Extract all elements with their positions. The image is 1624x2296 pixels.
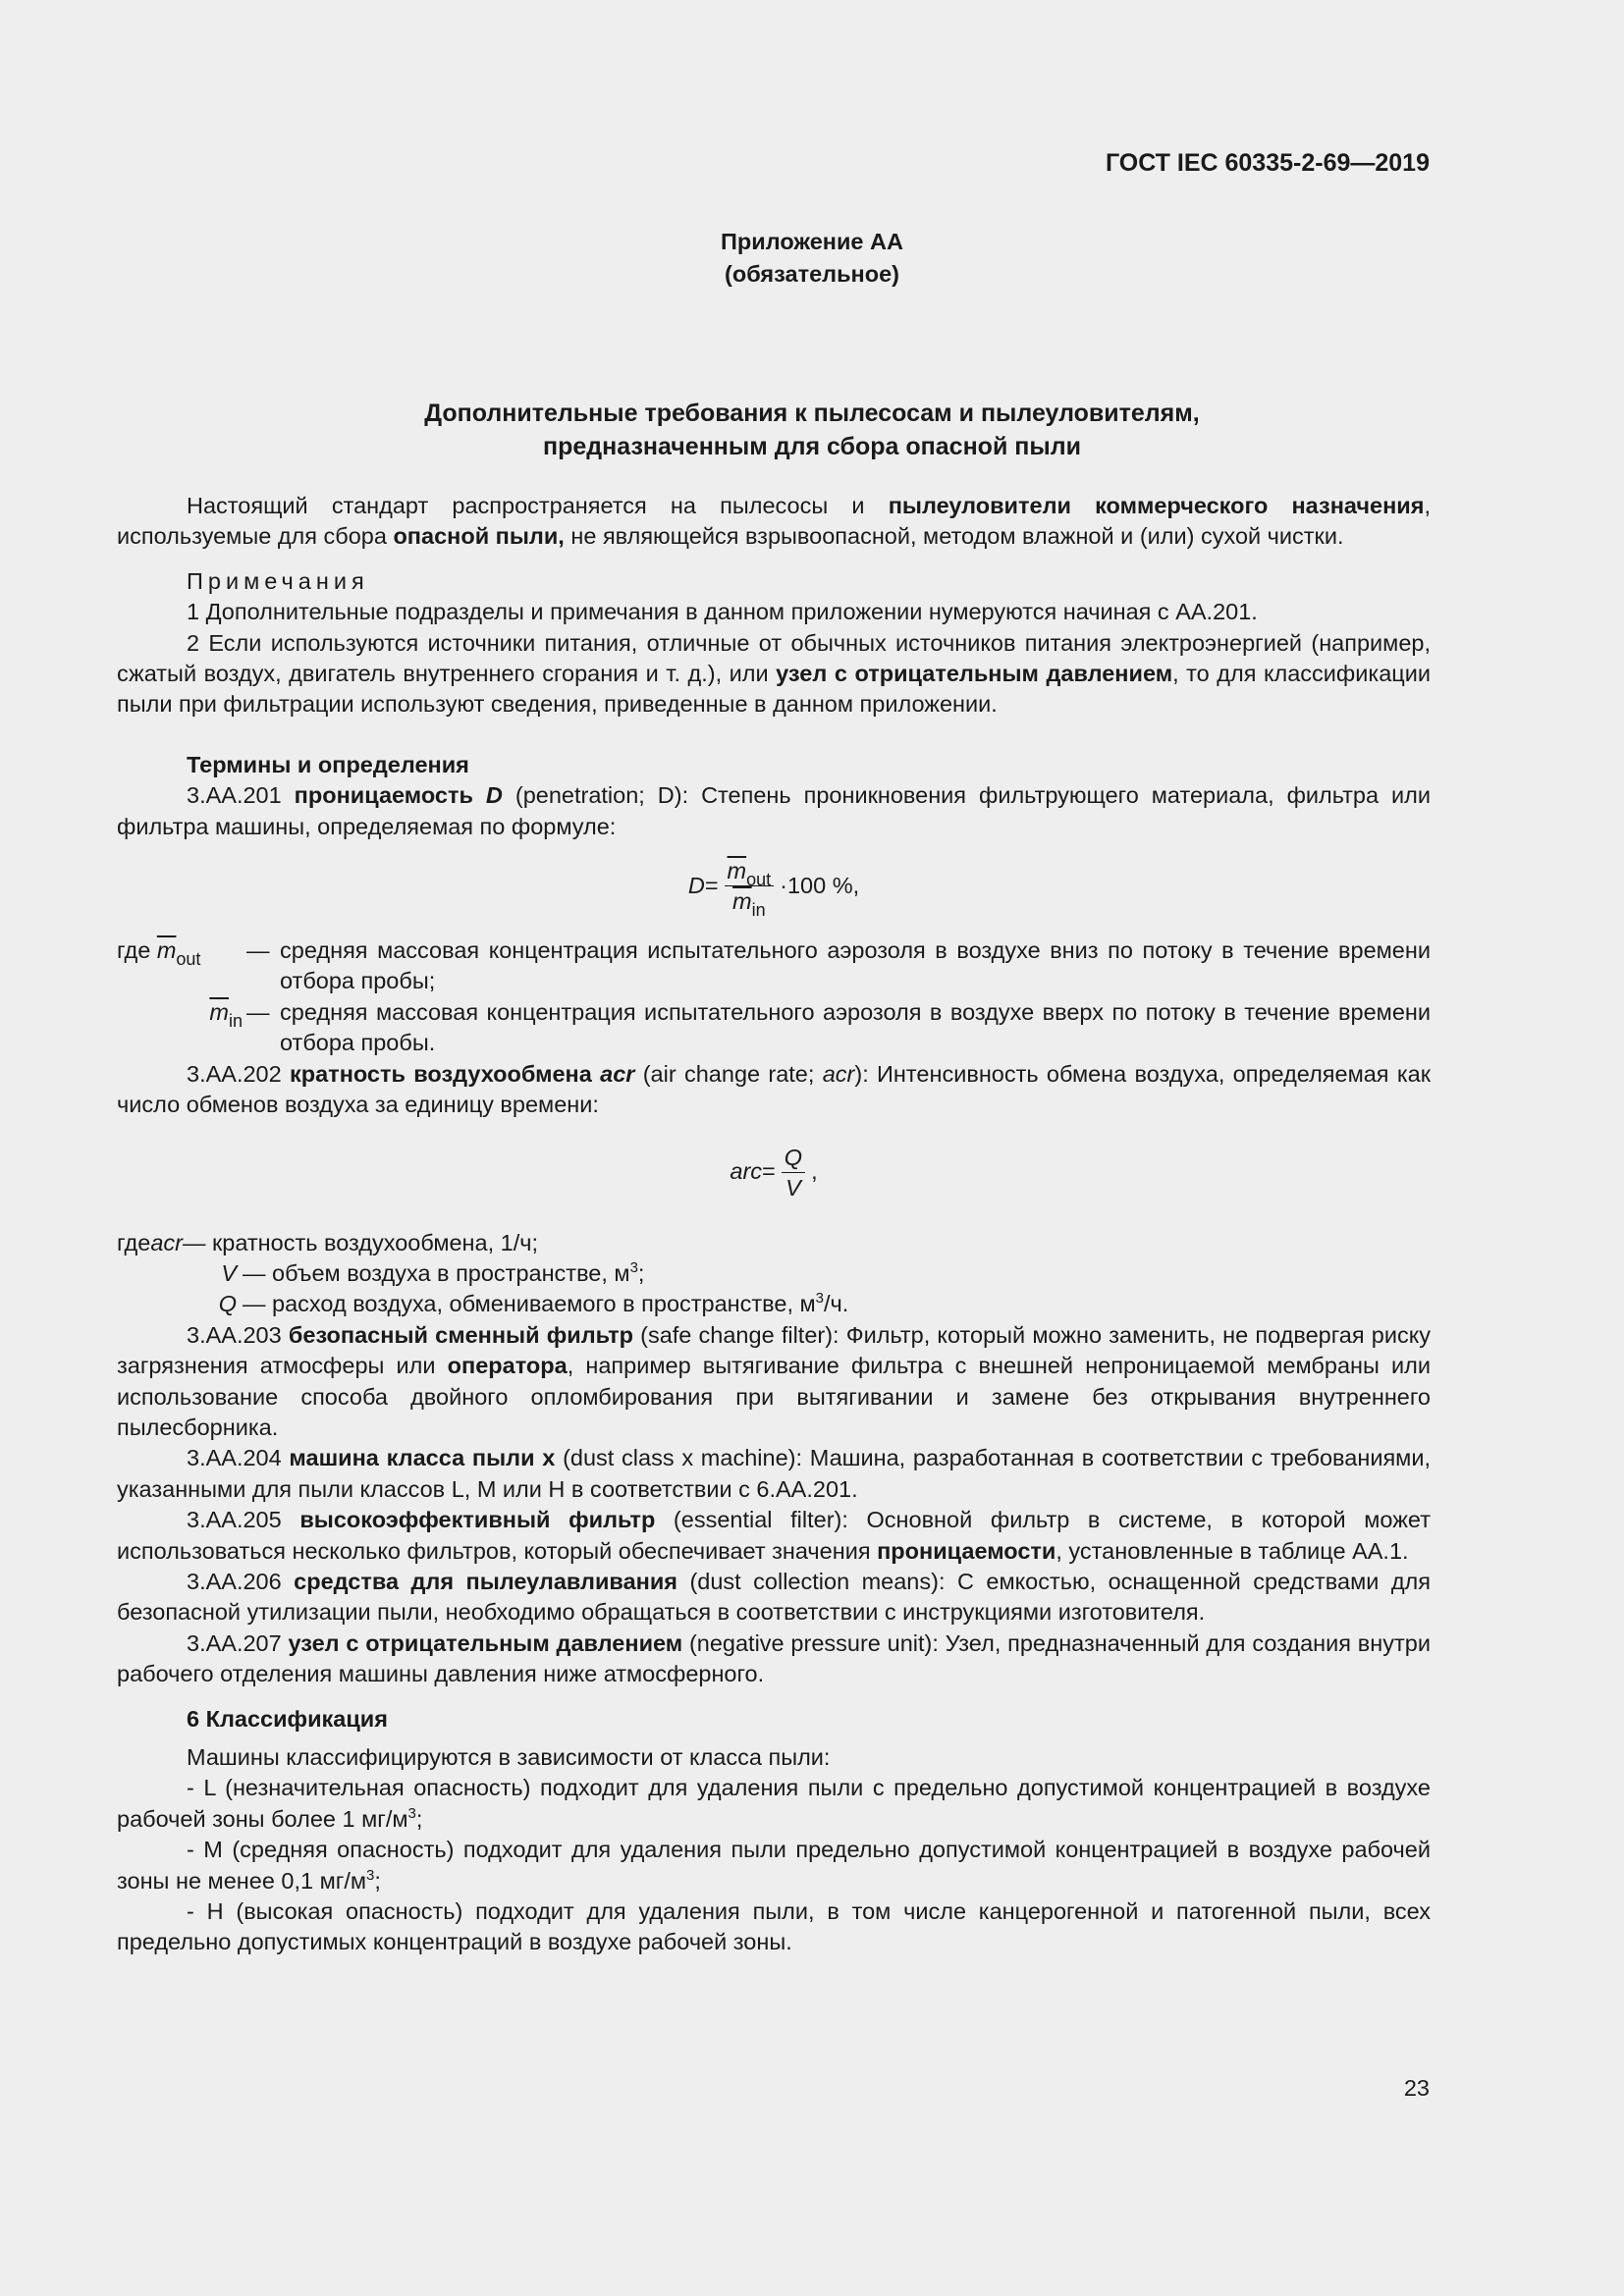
page-number: 23 xyxy=(1403,2075,1430,2101)
formula-fraction: $\frac{Q}{V}$ xyxy=(782,1143,805,1202)
annex-label: Приложение АА xyxy=(721,229,903,254)
where-q: Q — расход воздуха, обмениваемого в пространстве, $м^3/ч$. xyxy=(218,1290,849,1317)
annex-title-line2: предназначенным для сбора опасной пыли xyxy=(543,433,1081,460)
terms-heading: Термины и определения xyxy=(187,751,469,777)
intro-paragraph: Настоящий стандарт распространяется на пылесосы и пылеуловители коммерческого назначения, используемые для сбора опасной пыли, не являющейся взрывоопасной, методом влажной и (или) сухой чистки. xyxy=(117,493,1431,550)
class-h-item: - H (высокая опасность) подходит для удаления пыли, в том числе канцерогенной и патогенной пыли, всех предельно допустимых концентраций в воздухе рабочей зоны. xyxy=(117,1898,1431,1955)
definition-205: 3.АА.205 высокоэффективный фильтр (essential filter): Основной фильтр в системе, в которой может использоваться несколько фильтров, который обеспечивает значения проницаемости, установленные в таблице АА.1. xyxy=(117,1507,1431,1564)
classification-heading: 6 Классификация xyxy=(187,1705,388,1732)
definition-204: 3.АА.204 машина класса пыли x (dust class x machine): Машина, разработанная в соответствии с требованиями, указанными для пыли классов L, M или H в соответствии с 6.АА.201. xyxy=(117,1445,1431,1502)
where-m-out: где $\overline{m}_{out}$ — средняя массовая концентрация испытательного аэрозоля в воздухе вниз по потоку в течение времени отбора пробы; xyxy=(117,937,1431,994)
where-acr: где acr — кратность воздухообмена, 1/ч; xyxy=(117,1229,539,1255)
document-body xyxy=(117,491,1431,1958)
annex-status: (обязательное) xyxy=(725,261,899,287)
definition-202: 3.АА.202 кратность воздухообмена acr (air change rate; acr): Интенсивность обмена воздуха, определяемая как число обменов воздуха за единицу времени: xyxy=(117,1060,1431,1118)
notes-heading: Примечания xyxy=(187,567,369,594)
air-change-formula: arc = $\frac{Q}{V}$ , xyxy=(730,1144,818,1201)
note-2: 2 Если используются источники питания, отличные от обычных источников питания электроэнергией (например, сжатый воздух, двигатель внутреннего сгорания и т. д.), или узел с отрицательным давлением, то для классификации пыли при фильтрации используют сведения, приведенные в данном приложении. xyxy=(117,629,1431,718)
class-l-item: - L (незначительная опасность) подходит для удаления пыли с предельно допустимой концентрацией в воздухе рабочей зоны более 1 $мг/м^3$; xyxy=(117,1775,1431,1832)
annex-title xyxy=(0,397,1624,463)
definition-207: 3.АА.207 узел с отрицательным давлением (negative pressure unit): Узел, предназначенный для создания внутри рабочего отделения машины давления ниже атмосферного. xyxy=(117,1629,1431,1687)
annex-title-line1: Дополнительные требования к пылесосам и пылеуловителям, xyxy=(424,400,1200,427)
definition-201: 3.АА.201 проницаемость D (penetration; D): Степень проникновения фильтрующего материала, фильтра или фильтра машины, определяемая по формуле: xyxy=(117,782,1432,839)
formula-fraction: $\frac{\overline{m}_{out}}{\overline{m}_{in}}$ xyxy=(725,856,775,916)
annex-heading xyxy=(0,226,1624,291)
note-1: 1 Дополнительные подразделы и примечания в данном приложении нумеруются начиная с АА.201. xyxy=(187,599,1258,625)
definition-206: 3.АА.206 средства для пылеулавливания (dust collection means): С емкостью, оснащенной средствами для безопасной утилизации пыли, необходимо обращаться в соответствии с инструкциями изготовителя. xyxy=(117,1568,1431,1626)
definition-203: 3.АА.203 безопасный сменный фильтр (safe change filter): Фильтр, который можно заменить, не подвергая риску загрязнения атмосферы или оператора, например вытягивание фильтра с внешней непроницаемой мембраны или использование способа двойного опломбирования при вытягивании и замене без открывания внутреннего пылесборника. xyxy=(117,1321,1432,1440)
penetration-formula: D = $\frac{\overline{m}_{out}}{\overline{m}_{in}}$ ·100 %, xyxy=(687,858,860,921)
class-m-item: - M (средняя опасность) подходит для удаления пыли предельно допустимой концентрацией в воздухе рабочей зоны не менее 0,1 $мг/м^3$; xyxy=(117,1837,1431,1894)
where-m-in: $\overline{m}_{in}$ — средняя массовая концентрация испытательного аэрозоля в воздухе вверх по потоку в течение времени отбора пробы. xyxy=(209,998,1431,1056)
standard-header: ГОСТ IEC 60335-2-69—2019 xyxy=(1105,149,1430,177)
classification-intro: Машины классифицируются в зависимости от класса пыли: xyxy=(187,1744,831,1770)
where-v: V — объем воздуха в пространстве, $м^3$; xyxy=(221,1258,645,1286)
